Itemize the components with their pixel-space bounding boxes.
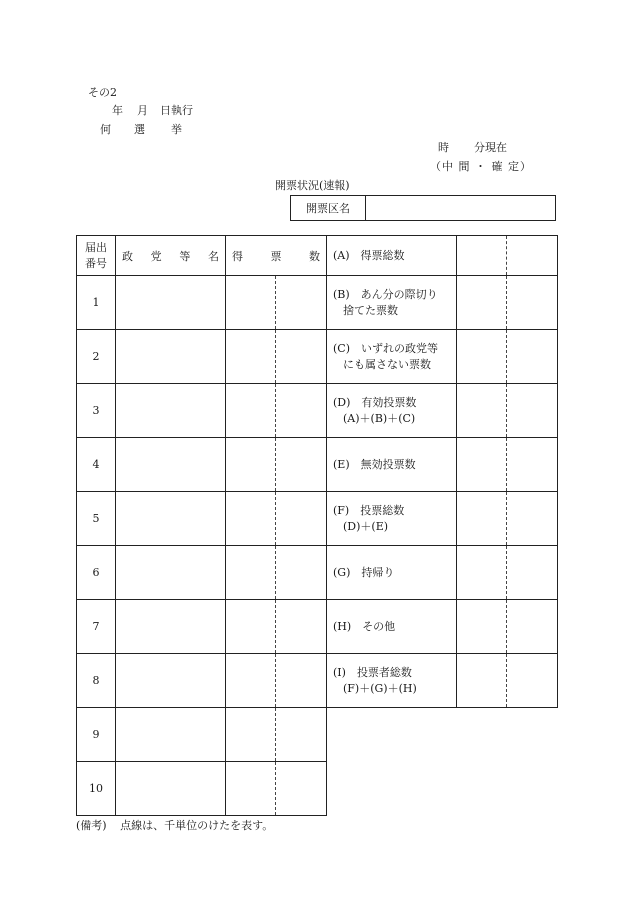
election-char-1: 何	[100, 123, 111, 136]
page-title: 開票状況(速報)	[275, 179, 350, 192]
summary-value-h-low[interactable]	[507, 600, 558, 654]
table-row	[77, 708, 558, 762]
footnote-text: 点線は、千単位のけたを表す。	[120, 819, 274, 832]
votes-high-cell[interactable]	[226, 654, 276, 708]
row-number: 2	[77, 330, 116, 384]
header-no: 届出 番号	[77, 236, 116, 276]
counting-area-field[interactable]	[366, 196, 555, 220]
party-name-cell[interactable]	[116, 708, 226, 762]
header-votes: 得 票 数	[226, 236, 327, 276]
results-table	[76, 235, 558, 816]
summary-label-c: (C) いずれの政党等 にも属さない票数	[327, 330, 457, 384]
row-number: 1	[77, 276, 116, 330]
party-name-cell[interactable]	[116, 762, 226, 816]
row-number: 4	[77, 438, 116, 492]
summary-label-d: (D) 有効投票数 (A)＋(B)＋(C)	[327, 384, 457, 438]
votes-low-cell[interactable]	[276, 762, 327, 816]
votes-high-cell[interactable]	[226, 330, 276, 384]
votes-high-cell[interactable]	[226, 438, 276, 492]
votes-low-cell[interactable]	[276, 276, 327, 330]
summary-value-a-high[interactable]	[457, 236, 507, 276]
votes-low-cell[interactable]	[276, 546, 327, 600]
summary-value-d-low[interactable]	[507, 384, 558, 438]
row-number: 3	[77, 384, 116, 438]
summary-value-i-low[interactable]	[507, 654, 558, 708]
summary-value-g-high[interactable]	[457, 546, 507, 600]
header-row	[77, 236, 558, 276]
votes-low-cell[interactable]	[276, 708, 327, 762]
row-number: 10	[77, 762, 116, 816]
summary-value-c-high[interactable]	[457, 330, 507, 384]
footnote-label: (備考)	[76, 819, 107, 832]
party-name-cell[interactable]	[116, 438, 226, 492]
summary-value-b-low[interactable]	[507, 276, 558, 330]
summary-label-g: (G) 持帰り	[327, 546, 457, 600]
party-name-cell[interactable]	[116, 330, 226, 384]
party-name-cell[interactable]	[116, 492, 226, 546]
votes-high-cell[interactable]	[226, 492, 276, 546]
votes-high-cell[interactable]	[226, 600, 276, 654]
votes-low-cell[interactable]	[276, 438, 327, 492]
summary-label-h: (H) その他	[327, 600, 457, 654]
votes-high-cell[interactable]	[226, 708, 276, 762]
hour-label: 時	[438, 141, 449, 154]
votes-low-cell[interactable]	[276, 492, 327, 546]
table-row	[77, 384, 558, 438]
summary-label-e: (E) 無効投票数	[327, 438, 457, 492]
summary-value-e-high[interactable]	[457, 438, 507, 492]
party-name-cell[interactable]	[116, 600, 226, 654]
row-number: 5	[77, 492, 116, 546]
table-row	[77, 762, 558, 816]
summary-value-d-high[interactable]	[457, 384, 507, 438]
election-char-3: 挙	[171, 123, 182, 136]
counting-area-box	[290, 195, 556, 221]
summary-value-e-low[interactable]	[507, 438, 558, 492]
votes-high-cell[interactable]	[226, 276, 276, 330]
summary-value-a-low[interactable]	[507, 236, 558, 276]
summary-label-b: (B) あん分の際切り 捨てた票数	[327, 276, 457, 330]
summary-value-f-high[interactable]	[457, 492, 507, 546]
votes-low-cell[interactable]	[276, 600, 327, 654]
header-party: 政 党 等 名	[116, 236, 226, 276]
summary-value-c-low[interactable]	[507, 330, 558, 384]
party-name-cell[interactable]	[116, 546, 226, 600]
table-row	[77, 438, 558, 492]
votes-high-cell[interactable]	[226, 546, 276, 600]
counting-area-label: 開票区名	[291, 196, 366, 220]
doc-number: その2	[88, 86, 117, 99]
summary-label-a: (A) 得票総数	[327, 236, 457, 276]
row-number: 7	[77, 600, 116, 654]
party-name-cell[interactable]	[116, 384, 226, 438]
summary-value-h-high[interactable]	[457, 600, 507, 654]
row-number: 9	[77, 708, 116, 762]
votes-low-cell[interactable]	[276, 654, 327, 708]
summary-label-f: (F) 投票総数 (D)＋(E)	[327, 492, 457, 546]
party-name-cell[interactable]	[116, 654, 226, 708]
summary-value-b-high[interactable]	[457, 276, 507, 330]
year-label: 年	[112, 104, 123, 117]
summary-label-i: (I) 投票者総数 (F)＋(G)＋(H)	[327, 654, 457, 708]
row-number: 8	[77, 654, 116, 708]
table-row	[77, 600, 558, 654]
election-char-2: 選	[134, 123, 145, 136]
votes-high-cell[interactable]	[226, 762, 276, 816]
table-row	[77, 330, 558, 384]
month-label: 月	[137, 104, 148, 117]
footnote	[76, 819, 273, 833]
table-row	[77, 492, 558, 546]
minute-label: 分現在	[474, 141, 507, 154]
table-row	[77, 654, 558, 708]
table-row	[77, 276, 558, 330]
votes-low-cell[interactable]	[276, 384, 327, 438]
votes-low-cell[interactable]	[276, 330, 327, 384]
summary-value-g-low[interactable]	[507, 546, 558, 600]
day-label: 日執行	[160, 104, 193, 117]
votes-high-cell[interactable]	[226, 384, 276, 438]
row-number: 6	[77, 546, 116, 600]
party-name-cell[interactable]	[116, 276, 226, 330]
summary-value-i-high[interactable]	[457, 654, 507, 708]
table-row	[77, 546, 558, 600]
status-line: （中 間 ・ 確 定）	[430, 160, 532, 173]
summary-value-f-low[interactable]	[507, 492, 558, 546]
